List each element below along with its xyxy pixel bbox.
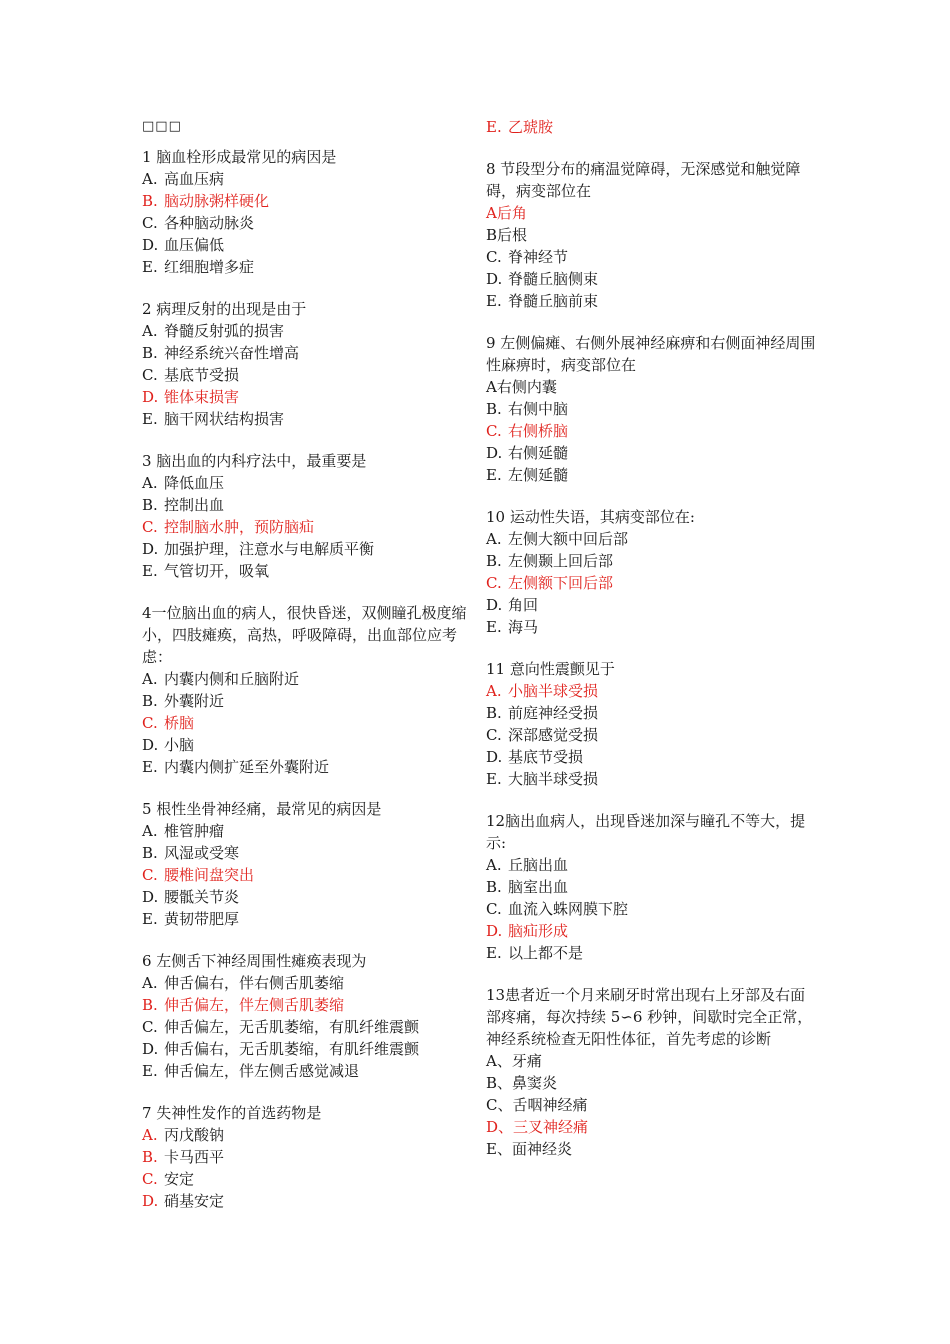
option-text: 各种脑动脉炎 — [164, 214, 255, 232]
option-a — [142, 1124, 472, 1146]
page-heading: □□□ — [142, 119, 182, 134]
option-d — [142, 734, 472, 756]
option-text: 左侧大额中回后部 — [508, 530, 629, 548]
option-text: 脑室出血 — [508, 878, 569, 896]
option-label: B. — [486, 704, 502, 722]
option-text: 伸舌偏左，伴左侧舌感觉减退 — [164, 1062, 360, 1080]
option-label: E. — [142, 1062, 158, 1080]
option-c — [142, 212, 472, 234]
correct-answer-text: 右侧桥脑 — [508, 422, 569, 440]
option-label: B. — [142, 996, 158, 1014]
option-d — [142, 1190, 472, 1212]
option-d — [486, 442, 816, 464]
option-d — [142, 386, 472, 408]
option-b — [486, 550, 816, 572]
option-label: B. — [142, 192, 158, 210]
option-label: B. — [486, 400, 502, 418]
option-label: E. — [142, 758, 158, 776]
question-text: 7 失神性发作的首选药物是 — [142, 1104, 322, 1122]
question-q8 — [486, 158, 816, 312]
question-text: 2 病理反射的出现是由于 — [142, 300, 307, 318]
option-text: 角回 — [508, 596, 539, 614]
option-label: C. — [142, 1018, 158, 1036]
option-label: D. — [142, 888, 159, 906]
option-text: 基底节受损 — [164, 366, 240, 384]
option-label: E. — [486, 118, 502, 136]
question-text: 9 左侧偏瘫、右侧外展神经麻痹和右侧面神经周围性麻痹时，病变部位在 — [486, 334, 816, 374]
option-e — [486, 290, 816, 312]
option-text: 血压偏低 — [164, 236, 225, 254]
option-d — [486, 268, 816, 290]
option-text: 风湿或受寒 — [164, 844, 240, 862]
correct-answer-text: 脑疝形成 — [508, 922, 569, 940]
option-label: E. — [142, 910, 158, 928]
option-label: A. — [142, 170, 158, 188]
option-label: D. — [142, 540, 159, 558]
option-a — [486, 680, 816, 702]
option-c — [486, 246, 816, 268]
question-text: 12脑出血病人，出现昏迷加深与瞳孔不等大，提示: — [486, 812, 806, 852]
question-q10 — [486, 506, 816, 638]
option-label: B. — [142, 692, 158, 710]
question-text: 13患者近一个月来刷牙时常出现右上牙部及右面部疼痛，每次持续 5∽6 秒钟，间歇时完全正常，神经系统检查无阳性体征，首先考虑的诊断 — [486, 986, 813, 1048]
option-e — [486, 768, 816, 790]
question-q1 — [142, 146, 472, 278]
question-text: 5 根性坐骨神经痛，最常见的病因是 — [142, 800, 382, 818]
option-label: C. — [486, 248, 502, 266]
option-e — [142, 1060, 472, 1082]
option-a — [486, 854, 816, 876]
option-label: A、 — [486, 1052, 512, 1070]
option-label: E、 — [486, 1140, 512, 1158]
option-b — [142, 342, 472, 364]
option-text: 内囊内侧扩延至外囊附近 — [164, 758, 330, 776]
option-text: 脊神经节 — [508, 248, 569, 266]
correct-answer-text: 后角 — [496, 204, 527, 222]
correct-answer-text: 腰椎间盘突出 — [164, 866, 255, 884]
option-d — [486, 746, 816, 768]
option-text: 脊髓丘脑前束 — [508, 292, 599, 310]
option-label: A. — [486, 856, 502, 874]
option-b — [486, 224, 816, 246]
question-text: 1 脑血栓形成最常见的病因是 — [142, 148, 337, 166]
option-text: 深部感觉受损 — [508, 726, 599, 744]
option-label: B. — [142, 844, 158, 862]
option-label: B — [486, 226, 498, 244]
option-text: 脑干网状结构损害 — [164, 410, 285, 428]
option-label: C、 — [486, 1096, 513, 1114]
option-label: A. — [142, 822, 158, 840]
option-a — [486, 528, 816, 550]
correct-answer-text: 脑动脉粥样硬化 — [164, 192, 270, 210]
correct-answer-text: 小脑半球受损 — [508, 682, 599, 700]
option-text: 大脑半球受损 — [508, 770, 599, 788]
question-text: 6 左侧舌下神经周围性瘫痪表现为 — [142, 952, 367, 970]
option-label: A. — [142, 670, 158, 688]
option-a — [486, 202, 816, 224]
correct-answer-text: 控制脑水肿，预防脑疝 — [164, 518, 315, 536]
question-text: 10 运动性失语，其病变部位在: — [486, 508, 695, 526]
option-label: A — [486, 204, 497, 222]
option-text: 后根 — [497, 226, 528, 244]
option-label: D. — [486, 270, 503, 288]
option-label: A. — [486, 682, 502, 700]
option-d — [486, 920, 816, 942]
option-text: 伸舌偏右，无舌肌萎缩，有肌纤维震颤 — [164, 1040, 420, 1058]
question-q3 — [142, 450, 472, 582]
option-text: 伸舌偏右，伴右侧舌肌萎缩 — [164, 974, 345, 992]
option-text: 左侧延髓 — [508, 466, 569, 484]
option-text: 基底节受损 — [508, 748, 584, 766]
question-q11 — [486, 658, 816, 790]
option-text: 面神经炎 — [511, 1140, 572, 1158]
option-d — [142, 886, 472, 908]
option-label: B. — [142, 1148, 158, 1166]
option-b — [486, 702, 816, 724]
option-text: 内囊内侧和丘脑附近 — [164, 670, 300, 688]
option-a — [142, 972, 472, 994]
option-text: 卡马西平 — [164, 1148, 225, 1166]
option-label: D. — [486, 596, 503, 614]
option-text: 加强护理，注意水与电解质平衡 — [164, 540, 375, 558]
question-q13 — [486, 984, 816, 1160]
option-text: 脊髓丘脑侧束 — [508, 270, 599, 288]
option-text: 血流入蛛网膜下腔 — [508, 900, 629, 918]
option-label: E. — [142, 410, 158, 428]
option-text: 鼻窦炎 — [512, 1074, 558, 1092]
option-label: E. — [142, 258, 158, 276]
option-text: 海马 — [508, 618, 539, 636]
option-label: A. — [142, 974, 158, 992]
option-c — [486, 1094, 816, 1116]
option-e — [486, 616, 816, 638]
option-d — [142, 234, 472, 256]
option-text: 气管切开，吸氧 — [164, 562, 270, 580]
option-label: C. — [486, 574, 502, 592]
option-a — [142, 668, 472, 690]
option-text: 右侧中脑 — [508, 400, 569, 418]
option-label: D. — [142, 1040, 159, 1058]
option-text: 右侧延髓 — [508, 444, 569, 462]
option-c — [142, 516, 472, 538]
question-q7 — [142, 1102, 472, 1212]
option-text: 前庭神经受损 — [508, 704, 599, 722]
option-label: A. — [486, 530, 502, 548]
question-q6 — [142, 950, 472, 1082]
option-label: E. — [486, 944, 502, 962]
option-label: C. — [142, 366, 158, 384]
option-text: 神经系统兴奋性增高 — [164, 344, 300, 362]
option-e — [486, 116, 816, 138]
option-a — [142, 320, 472, 342]
option-b — [142, 690, 472, 712]
left-column — [142, 116, 472, 1232]
option-label: B. — [142, 344, 158, 362]
option-text: 椎管肿瘤 — [164, 822, 225, 840]
question-q5 — [142, 798, 472, 930]
option-c — [486, 420, 816, 442]
option-label: D. — [486, 922, 503, 940]
option-label: E. — [486, 770, 502, 788]
option-text: 丙戊酸钠 — [164, 1126, 225, 1144]
option-e — [486, 1138, 816, 1160]
option-d — [142, 1038, 472, 1060]
option-c — [486, 724, 816, 746]
correct-answer-text: 左侧额下回后部 — [508, 574, 614, 592]
option-label: D. — [486, 748, 503, 766]
option-label: B. — [142, 496, 158, 514]
option-c — [486, 572, 816, 594]
right-column — [486, 116, 816, 1180]
option-c — [142, 712, 472, 734]
question-q9 — [486, 332, 816, 486]
option-label: D、 — [486, 1118, 514, 1136]
correct-answer-text: 乙琥胺 — [508, 118, 554, 136]
option-label: A. — [142, 474, 158, 492]
option-e — [486, 942, 816, 964]
option-e — [142, 908, 472, 930]
option-label: A. — [142, 1126, 158, 1144]
option-text: 硝基安定 — [164, 1192, 225, 1210]
option-label: E. — [486, 292, 502, 310]
option-text: 安定 — [164, 1170, 195, 1188]
option-d — [486, 1116, 816, 1138]
option-label: B、 — [486, 1074, 513, 1092]
option-c — [142, 364, 472, 386]
option-c — [142, 864, 472, 886]
option-text: 红细胞增多症 — [164, 258, 255, 276]
option-label: E. — [486, 466, 502, 484]
option-label: E. — [486, 618, 502, 636]
option-text: 牙痛 — [511, 1052, 542, 1070]
question-q12 — [486, 810, 816, 964]
question-text: 3 脑出血的内科疗法中，最重要是 — [142, 452, 367, 470]
option-label: C. — [142, 866, 158, 884]
option-label: A. — [142, 322, 158, 340]
option-label: D. — [142, 736, 159, 754]
option-b — [142, 842, 472, 864]
correct-answer-text: 三叉神经痛 — [513, 1118, 589, 1136]
option-b — [142, 1146, 472, 1168]
option-a — [142, 820, 472, 842]
option-text: 降低血压 — [164, 474, 225, 492]
option-label: B. — [486, 878, 502, 896]
option-label: D. — [142, 236, 159, 254]
option-text: 外囊附近 — [164, 692, 225, 710]
correct-answer-text: 锥体束损害 — [164, 388, 240, 406]
question-text: 11 意向性震颤见于 — [486, 660, 615, 678]
option-text: 左侧颞上回后部 — [508, 552, 614, 570]
option-label: C. — [142, 214, 158, 232]
correct-answer-text: 伸舌偏左，伴左侧舌肌萎缩 — [164, 996, 345, 1014]
option-e — [486, 464, 816, 486]
option-a — [142, 168, 472, 190]
option-b — [486, 876, 816, 898]
option-label: D. — [142, 388, 159, 406]
option-text: 高血压病 — [164, 170, 225, 188]
option-c — [142, 1168, 472, 1190]
option-label: C. — [486, 900, 502, 918]
option-text: 腰骶关节炎 — [164, 888, 240, 906]
option-text: 小脑 — [164, 736, 195, 754]
option-label: D. — [142, 1192, 159, 1210]
option-label: C. — [142, 518, 158, 536]
option-text: 以上都不是 — [508, 944, 584, 962]
option-text: 黄韧带肥厚 — [164, 910, 240, 928]
option-b — [142, 190, 472, 212]
option-b — [486, 398, 816, 420]
option-e — [142, 560, 472, 582]
option-d — [486, 594, 816, 616]
option-text: 舌咽神经痛 — [512, 1096, 588, 1114]
option-label: E. — [142, 562, 158, 580]
option-label: A — [486, 378, 497, 396]
option-text: 右侧内囊 — [496, 378, 557, 396]
option-a — [142, 472, 472, 494]
option-text: 脊髓反射弧的损害 — [164, 322, 285, 340]
option-e — [142, 756, 472, 778]
question-q2 — [142, 298, 472, 430]
question-text: 8 节段型分布的痛温觉障碍，无深感觉和触觉障碍，病变部位在 — [486, 160, 801, 200]
option-label: C. — [142, 714, 158, 732]
option-b — [142, 994, 472, 1016]
option-label: C. — [486, 422, 502, 440]
question-q4 — [142, 602, 472, 778]
option-b — [486, 1072, 816, 1094]
option-c — [142, 1016, 472, 1038]
option-e — [142, 408, 472, 430]
option-label: C. — [486, 726, 502, 744]
option-label: D. — [486, 444, 503, 462]
option-a — [486, 1050, 816, 1072]
option-c — [486, 898, 816, 920]
option-label: B. — [486, 552, 502, 570]
option-text: 伸舌偏左，无舌肌萎缩，有肌纤维震颤 — [164, 1018, 420, 1036]
correct-answer-text: 桥脑 — [164, 714, 195, 732]
option-b — [142, 494, 472, 516]
question-q7-cont — [486, 116, 816, 138]
option-d — [142, 538, 472, 560]
option-e — [142, 256, 472, 278]
question-text: 4一位脑出血的病人，很快昏迷，双侧瞳孔极度缩小，四肢瘫痪，高热，呼吸障碍，出血部位应考虑： — [142, 604, 467, 666]
option-label: C. — [142, 1170, 158, 1188]
option-a — [486, 376, 816, 398]
option-text: 控制出血 — [164, 496, 225, 514]
option-text: 丘脑出血 — [508, 856, 569, 874]
